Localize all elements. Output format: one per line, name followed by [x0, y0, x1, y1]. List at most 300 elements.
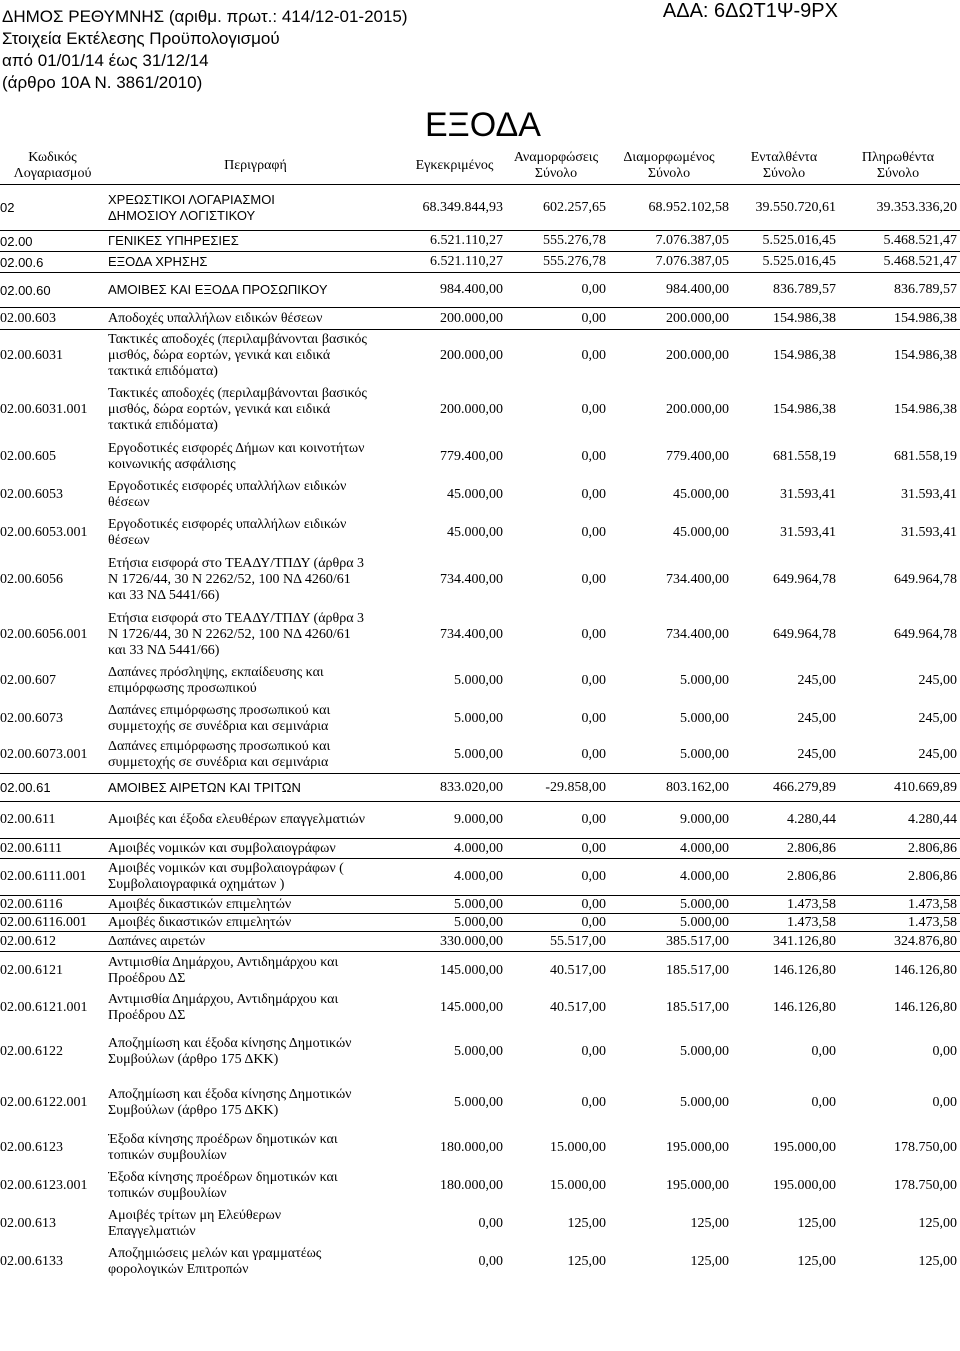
description-line: Συμβούλων (άρθρο 175 ΔΚΚ): [108, 1103, 279, 1118]
account-code: 02.00.6116.001: [0, 914, 108, 932]
column-header-committed-line2: Σύνολο: [762, 166, 806, 181]
description-line: κοινωνικής ασφάλισης: [108, 456, 236, 472]
final-amount: 200.000,00: [609, 308, 732, 330]
committed-amount: 466.279,89: [732, 774, 839, 802]
amendments-amount: 125,00: [567, 1215, 606, 1231]
amendments-amount: 555.276,78: [506, 231, 609, 252]
paid-amount: 39.353.336,20: [839, 185, 960, 231]
account-code: 02.00.605: [0, 448, 56, 464]
paid-amount: 0,00: [932, 1095, 957, 1110]
description-line: ΧΡΕΩΣΤΙΚΟΙ ΛΟΓΑΡΙΑΣΜΟΙ: [108, 191, 275, 207]
paid-amount: 649.964,78: [894, 626, 957, 642]
description-line: Εργοδοτικές εισφορές Δήμων και κοινοτήτων: [108, 440, 365, 456]
committed-amount: 39.550.720,61: [732, 185, 839, 231]
paid-amount: 5.468.521,47: [839, 231, 960, 252]
paid-amount: 125,00: [918, 1215, 957, 1231]
column-header-paid-line2: Σύνολο: [876, 166, 920, 181]
account-description: [108, 330, 406, 383]
paid-amount: 154.986,38: [839, 308, 960, 330]
approved-amount: 4.000,00: [406, 839, 506, 859]
account-description: [108, 896, 406, 914]
description-line: Αμοιβές δικαστικών επιμελητών: [108, 914, 292, 930]
committed-amount: 154.986,38: [732, 308, 839, 330]
approved-amount: 5.000,00: [454, 1044, 503, 1059]
column-header-paid-line1: Πληρωθέντα: [861, 150, 935, 165]
description-line: Δαπάνες πρόσληψης, εκπαίδευσης και: [108, 664, 324, 680]
amendments-amount: 0,00: [581, 1095, 606, 1110]
account-code: 02.00.611: [0, 802, 108, 839]
approved-amount: 330.000,00: [406, 932, 506, 952]
column-header-amendments-line1: Αναμορφώσεις: [513, 150, 599, 165]
amendments-amount: 0,00: [581, 448, 606, 464]
approved-amount: 145.000,00: [440, 962, 503, 978]
final-amount: 5.000,00: [680, 1095, 729, 1110]
description-line: Αντιμισθία Δημάρχου, Αντιδημάρχου και: [108, 954, 339, 970]
table-row: [0, 738, 960, 774]
account-description: [108, 1027, 406, 1078]
account-description: [108, 952, 406, 990]
account-description: [108, 1243, 406, 1281]
final-amount: 9.000,00: [609, 802, 732, 839]
table-row: [0, 896, 960, 914]
final-amount: 385.517,00: [609, 932, 732, 952]
description-line: Αμοιβές δικαστικών επιμελητών: [108, 896, 292, 912]
column-header-code-line2: Λογαριασμού: [13, 166, 92, 181]
description-line: Ν 1726/44, 30 Ν 2262/52, 100 ΝΔ 4260/61: [108, 626, 351, 642]
account-code: 02.00.6123.001: [0, 1177, 88, 1193]
legal-reference: (άρθρο 10Α Ν. 3861/2010): [2, 73, 203, 92]
paid-amount: 125,00: [918, 1253, 957, 1269]
table-row: [0, 552, 960, 608]
final-amount: 125,00: [690, 1253, 729, 1269]
table-row: [0, 1027, 960, 1078]
description-line: Επαγγελματιών: [108, 1223, 196, 1239]
final-amount: 4.000,00: [609, 859, 732, 896]
account-code: 02.00.6056: [0, 571, 63, 587]
committed-amount: 154.986,38: [773, 402, 836, 417]
account-description: [108, 438, 406, 476]
approved-amount: 200.000,00: [440, 402, 503, 417]
final-amount: 779.400,00: [666, 448, 729, 464]
table-row: [0, 932, 960, 952]
amendments-amount: 125,00: [567, 1253, 606, 1269]
approved-amount: 9.000,00: [406, 802, 506, 839]
table-row: [0, 952, 960, 990]
paid-amount: 324.876,80: [839, 932, 960, 952]
account-description: [108, 608, 406, 662]
table-row: [0, 514, 960, 552]
account-description: [108, 273, 406, 308]
table-row: [0, 476, 960, 514]
description-line: θέσεων: [108, 532, 150, 548]
amendments-amount: 555.276,78: [506, 252, 609, 273]
committed-amount: 5.525.016,45: [732, 252, 839, 273]
column-header-amendments: [506, 148, 609, 185]
description-line: Αμοιβές νομικών και συμβολαιογράφων: [108, 840, 336, 856]
paid-amount: 410.669,89: [839, 774, 960, 802]
paid-amount: 1.473,58: [839, 914, 960, 932]
amendments-amount: 0,00: [506, 914, 609, 932]
final-amount: 5.000,00: [609, 738, 732, 774]
committed-amount: 1.473,58: [732, 896, 839, 914]
description-line: Έξοδα κίνησης προέδρων δημοτικών και: [108, 1169, 338, 1185]
amendments-amount: 0,00: [581, 672, 606, 688]
account-description: [108, 662, 406, 700]
description-line: Αντιμισθία Δημάρχου, Αντιδημάρχου και: [108, 992, 339, 1007]
account-code: 02.00.6073: [0, 710, 63, 726]
description-line: μισθός, δώρα εορτών, γενικά και ειδικά: [108, 348, 331, 364]
final-amount: 45.000,00: [673, 486, 729, 502]
report-period: από 01/01/14 έως 31/12/14: [2, 51, 209, 70]
approved-amount: 6.521.110,27: [406, 252, 506, 273]
paid-amount: 681.558,19: [894, 448, 957, 464]
description-line: Αποδοχές υπαλλήλων ειδικών θέσεων: [108, 310, 323, 326]
column-header-committed: [732, 148, 839, 185]
amendments-amount: 0,00: [581, 524, 606, 540]
description-line: Αποζημιώσεις μελών και γραμματέως: [108, 1245, 322, 1261]
account-code: 02.00.6122: [0, 1044, 63, 1059]
description-line: φορολογικών Επιτροπών: [108, 1261, 249, 1277]
table-row: [0, 273, 960, 308]
amendments-amount: 0,00: [581, 626, 606, 642]
approved-amount: 4.000,00: [406, 859, 506, 896]
committed-amount: 125,00: [797, 1215, 836, 1231]
description-line: ΔΗΜΟΣΙΟΥ ΛΟΓΙΣΤΙΚΟΥ: [108, 207, 256, 223]
amendments-amount: 0,00: [506, 859, 609, 896]
table-row: [0, 990, 960, 1027]
final-amount: 984.400,00: [609, 273, 732, 308]
committed-amount: 1.473,58: [732, 914, 839, 932]
amendments-amount: 0,00: [506, 273, 609, 308]
approved-amount: 6.521.110,27: [406, 231, 506, 252]
description-line: τοπικών συμβουλίων: [108, 1185, 227, 1201]
description-line: Αμοιβές νομικών και συμβολαιογράφων (: [108, 861, 344, 876]
description-line: Ν 1726/44, 30 Ν 2262/52, 100 ΝΔ 4260/61: [108, 571, 351, 587]
committed-amount: 195.000,00: [773, 1139, 836, 1155]
table-row: [0, 608, 960, 662]
table-row: [0, 1167, 960, 1205]
approved-amount: 5.000,00: [406, 896, 506, 914]
amendments-amount: 0,00: [506, 896, 609, 914]
description-line: ΑΜΟΙΒΕΣ ΑΙΡΕΤΩΝ ΚΑΙ ΤΡΙΤΩΝ: [108, 779, 301, 795]
committed-amount: 4.280,44: [732, 802, 839, 839]
amendments-amount: 40.517,00: [550, 1000, 606, 1015]
description-line: και 33 ΝΔ 5441/66): [108, 587, 220, 603]
paid-amount: 245,00: [918, 672, 957, 688]
description-line: επιμόρφωσης προσωπικού: [108, 680, 257, 696]
table-row: [0, 914, 960, 932]
committed-amount: 2.806,86: [732, 839, 839, 859]
amendments-amount: -29.858,00: [506, 774, 609, 802]
description-line: και 33 ΝΔ 5441/66): [108, 642, 220, 658]
final-amount: 125,00: [690, 1215, 729, 1231]
table-row: [0, 1205, 960, 1243]
committed-amount: 154.986,38: [773, 348, 836, 364]
amendments-amount: 0,00: [581, 402, 606, 417]
table-row: [0, 308, 960, 330]
description-line: τακτικά επιδόματα): [108, 418, 218, 433]
account-description: [108, 932, 406, 952]
column-header-final: [609, 148, 732, 185]
table-row: [0, 383, 960, 438]
account-code: 02.00.6121.001: [0, 1000, 88, 1015]
account-description: [108, 231, 406, 252]
table-row: [0, 1129, 960, 1167]
final-amount: 45.000,00: [673, 524, 729, 540]
paid-amount: 0,00: [932, 1044, 957, 1059]
approved-amount: 734.400,00: [440, 571, 503, 587]
paid-amount: 2.806,86: [839, 839, 960, 859]
description-line: ΕΞΟΔΑ ΧΡΗΣΗΣ: [108, 254, 208, 269]
account-code: 02.00: [0, 231, 108, 252]
ada-code: ΑΔΑ: 6ΔΩΤ1Ψ-9ΡΧ: [662, 0, 838, 22]
description-line: Αποζημίωση και έξοδα κίνησης Δημοτικών: [108, 1087, 352, 1102]
description-line: τοπικών συμβουλίων: [108, 1147, 227, 1163]
final-amount: 195.000,00: [666, 1177, 729, 1193]
approved-amount: 5.000,00: [406, 914, 506, 932]
table-row: [0, 438, 960, 476]
paid-amount: 146.126,80: [894, 962, 957, 978]
account-description: [108, 802, 406, 839]
committed-amount: 649.964,78: [773, 626, 836, 642]
description-line: Προέδρου ΔΣ: [108, 970, 186, 986]
expenses-table: [0, 148, 960, 1281]
account-description: [108, 552, 406, 608]
account-code: 02.00.6031: [0, 348, 63, 364]
column-header-approved: Εγκεκριμένος: [406, 148, 506, 185]
table-header: [0, 148, 960, 185]
final-amount: 5.000,00: [680, 672, 729, 688]
description-line: Ετήσια εισφορά στο ΤΕΑΔΥ/ΤΠΔΥ (άρθρα 3: [108, 610, 365, 626]
account-description: [108, 1167, 406, 1205]
account-description: [108, 476, 406, 514]
final-amount: 200.000,00: [666, 402, 729, 417]
amendments-amount: 0,00: [581, 710, 606, 726]
table-row: [0, 839, 960, 859]
table-row: [0, 185, 960, 231]
account-description: [108, 308, 406, 330]
table-body: [0, 185, 960, 1281]
account-description: [108, 700, 406, 738]
amendments-amount: 0,00: [581, 486, 606, 502]
approved-amount: 779.400,00: [440, 448, 503, 464]
paid-amount: 2.806,86: [839, 859, 960, 896]
account-code: 02.00.613: [0, 1215, 56, 1231]
description-line: Προέδρου ΔΣ: [108, 1008, 186, 1023]
description-line: ΑΜΟΙΒΕΣ ΚΑΙ ΕΞΟΔΑ ΠΡΟΣΩΠΙΚΟΥ: [108, 282, 328, 297]
amendments-amount: 40.517,00: [550, 962, 606, 978]
committed-amount: 836.789,57: [732, 273, 839, 308]
account-code: 02.00.603: [0, 308, 108, 330]
approved-amount: 5.000,00: [454, 710, 503, 726]
paid-amount: 178.750,00: [894, 1139, 957, 1155]
account-description: [108, 914, 406, 932]
final-amount: 803.162,00: [609, 774, 732, 802]
approved-amount: 180.000,00: [440, 1139, 503, 1155]
table-row: [0, 774, 960, 802]
description-line: Τακτικές αποδοχές (περιλαμβάνονται βασικός: [108, 332, 367, 348]
table-row: [0, 859, 960, 896]
amendments-amount: 0,00: [506, 839, 609, 859]
account-code: 02: [0, 185, 108, 231]
final-amount: 5.000,00: [609, 896, 732, 914]
amendments-amount: 0,00: [506, 738, 609, 774]
committed-amount: 0,00: [811, 1095, 836, 1110]
account-description: [108, 383, 406, 438]
final-amount: 200.000,00: [666, 348, 729, 364]
description-line: Δαπάνες αιρετών: [108, 933, 206, 949]
account-code: 02.00.60: [0, 273, 108, 308]
account-description: [108, 185, 406, 231]
description-line: Συμβολαιογραφικά οχημάτων ): [108, 877, 285, 892]
amendments-amount: 0,00: [581, 1044, 606, 1059]
column-header-final-line1: Διαμορφωμένος: [623, 150, 715, 165]
approved-amount: 984.400,00: [406, 273, 506, 308]
approved-amount: 200.000,00: [440, 348, 503, 364]
committed-amount: 681.558,19: [773, 448, 836, 464]
committed-amount: 125,00: [797, 1253, 836, 1269]
account-code: 02.00.607: [0, 672, 56, 688]
account-description: [108, 990, 406, 1027]
account-code: 02.00.6053.001: [0, 524, 88, 540]
committed-amount: 146.126,80: [773, 962, 836, 978]
account-description: [108, 859, 406, 896]
paid-amount: 178.750,00: [894, 1177, 957, 1193]
paid-amount: 4.280,44: [839, 802, 960, 839]
paid-amount: 1.473,58: [839, 896, 960, 914]
committed-amount: 5.525.016,45: [732, 231, 839, 252]
approved-amount: 145.000,00: [440, 1000, 503, 1015]
approved-amount: 734.400,00: [440, 626, 503, 642]
account-description: [108, 738, 406, 774]
amendments-amount: 0,00: [506, 802, 609, 839]
final-amount: 734.400,00: [666, 571, 729, 587]
final-amount: 4.000,00: [609, 839, 732, 859]
paid-amount: 31.593,41: [901, 524, 957, 540]
account-code: 02.00.6116: [0, 896, 108, 914]
account-code: 02.00.6111.001: [0, 859, 108, 896]
committed-amount: 2.806,86: [732, 859, 839, 896]
committed-amount: 245,00: [797, 710, 836, 726]
table-row: [0, 1078, 960, 1129]
description-line: τακτικά επιδόματα): [108, 364, 218, 380]
column-header-committed-line1: Ενταλθέντα: [750, 150, 818, 165]
approved-amount: 5.000,00: [454, 1095, 503, 1110]
account-description: [108, 1129, 406, 1167]
table-row: [0, 700, 960, 738]
final-amount: 5.000,00: [680, 710, 729, 726]
account-description: [108, 839, 406, 859]
table-row: [0, 231, 960, 252]
approved-amount: 0,00: [478, 1253, 503, 1269]
approved-amount: 68.349.844,93: [406, 185, 506, 231]
approved-amount: 0,00: [478, 1215, 503, 1231]
section-title: ΕΞΟΔΑ: [425, 106, 541, 144]
approved-amount: 45.000,00: [447, 524, 503, 540]
description-line: Τακτικές αποδοχές (περιλαμβάνονται βασικός: [108, 386, 367, 401]
account-code: 02.00.6123: [0, 1139, 63, 1155]
column-header-final-line2: Σύνολο: [647, 166, 691, 181]
committed-amount: 649.964,78: [773, 571, 836, 587]
committed-amount: 341.126,80: [732, 932, 839, 952]
account-code: 02.00.6133: [0, 1253, 63, 1269]
paid-amount: 245,00: [918, 710, 957, 726]
final-amount: 7.076.387,05: [609, 231, 732, 252]
approved-amount: 180.000,00: [440, 1177, 503, 1193]
paid-amount: 836.789,57: [839, 273, 960, 308]
description-line: Αποζημίωση και έξοδα κίνησης Δημοτικών: [108, 1036, 352, 1051]
description-line: μισθός, δώρα εορτών, γενικά και ειδικά: [108, 402, 331, 417]
column-header-code: [0, 148, 108, 185]
description-line: Αμοιβές τρίτων μη Ελεύθερων: [108, 1207, 282, 1223]
approved-amount: 833.020,00: [406, 774, 506, 802]
approved-amount: 45.000,00: [447, 486, 503, 502]
amendments-amount: 0,00: [581, 571, 606, 587]
committed-amount: 146.126,80: [773, 1000, 836, 1015]
account-description: [108, 1078, 406, 1129]
committed-amount: 0,00: [811, 1044, 836, 1059]
report-title: Στοιχεία Εκτέλεσης Προϋπολογισμού: [2, 29, 280, 48]
account-code: 02.00.6053: [0, 486, 63, 502]
approved-amount: 5.000,00: [454, 672, 503, 688]
description-line: Ετήσια εισφορά στο ΤΕΑΔΥ/ΤΠΔΥ (άρθρα 3: [108, 555, 365, 571]
description-line: Αμοιβές και έξοδα ελευθέρων επαγγελματιών: [108, 812, 365, 827]
account-code: 02.00.6031.001: [0, 402, 88, 417]
table-row: [0, 330, 960, 383]
paid-amount: 245,00: [839, 738, 960, 774]
account-code: 02.00.6111: [0, 839, 108, 859]
account-description: [108, 514, 406, 552]
table-row: [0, 1243, 960, 1281]
table-row: [0, 662, 960, 700]
description-line: Έξοδα κίνησης προέδρων δημοτικών και: [108, 1131, 338, 1147]
description-line: συμμετοχής σε συνέδρια και σεμινάρια: [108, 718, 329, 734]
description-line: θέσεων: [108, 494, 150, 510]
table-row: [0, 802, 960, 839]
final-amount: 68.952.102,58: [609, 185, 732, 231]
account-code: 02.00.6122.001: [0, 1095, 88, 1110]
final-amount: 5.000,00: [680, 1044, 729, 1059]
amendments-amount: 602.257,65: [506, 185, 609, 231]
account-code: 02.00.6: [0, 252, 108, 273]
amendments-amount: 15.000,00: [550, 1177, 606, 1193]
final-amount: 5.000,00: [609, 914, 732, 932]
committed-amount: 195.000,00: [773, 1177, 836, 1193]
approved-amount: 200.000,00: [406, 308, 506, 330]
paid-amount: 649.964,78: [894, 571, 957, 587]
column-header-paid: [839, 148, 960, 185]
amendments-amount: 0,00: [581, 348, 606, 364]
account-code: 02.00.6056.001: [0, 626, 88, 642]
final-amount: 7.076.387,05: [609, 252, 732, 273]
description-line: Εργοδοτικές εισφορές υπαλλήλων ειδικών: [108, 516, 347, 532]
final-amount: 734.400,00: [666, 626, 729, 642]
paid-amount: 5.468.521,47: [839, 252, 960, 273]
committed-amount: 245,00: [797, 672, 836, 688]
description-line: Συμβούλων (άρθρο 175 ΔΚΚ): [108, 1052, 279, 1067]
column-header-amendments-line2: Σύνολο: [534, 166, 578, 181]
municipality-title: ΔΗΜΟΣ ΡΕΘΥΜΝΗΣ (αριθμ. πρωτ.: 414/12-01-2015): [2, 7, 408, 26]
account-code: 02.00.6073.001: [0, 738, 108, 774]
account-description: [108, 252, 406, 273]
approved-amount: 5.000,00: [406, 738, 506, 774]
paid-amount: 146.126,80: [894, 1000, 957, 1015]
account-code: 02.00.612: [0, 932, 108, 952]
description-line: Δαπάνες επιμόρφωσης προσωπικού και: [108, 739, 331, 755]
account-code: 02.00.61: [0, 774, 108, 802]
final-amount: 185.517,00: [666, 1000, 729, 1015]
account-description: [108, 1205, 406, 1243]
